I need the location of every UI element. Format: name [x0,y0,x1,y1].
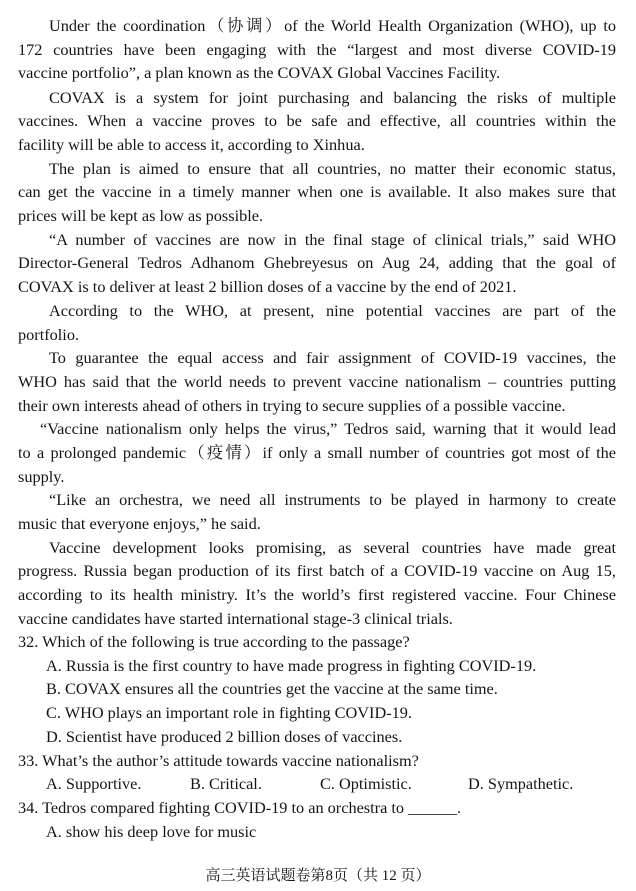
question-33-option-b: B. Critical. [190,774,262,793]
passage-line: “A number of vaccines are now in the final stage of clinical trials,” said WHO [49,230,616,249]
passage-line: their own interests ahead of others in trying to secure supplies of a possible vaccine. [18,396,566,415]
passage-line: “Vaccine nationalism only helps the virus,” Tedros said, warning that it would lead [40,419,616,438]
passage-line: to a prolonged pandemic（疫情）if only a small number of countries got most of the [18,443,616,462]
passage-line: according to its health ministry. It’s the world’s first registered vaccine. Four Chinese [18,585,616,604]
passage-line: can get the vaccine in a timely manner when one is available. It also makes sure that [18,182,616,201]
page-footer: 高三英语试题卷第8页（共 12 页） [205,868,431,884]
passage-line: vaccine candidates have started international stage-3 clinical trials. [18,609,453,628]
passage-line: vaccine portfolio”, a plan known as the COVAX Global Vaccines Facility. [18,63,501,82]
passage-line: portfolio. [18,325,80,344]
passage-line: vaccines. When a vaccine proves to be safe and effective, all countries within the [18,111,616,130]
passage-line: COVAX is to deliver at least 2 billion doses of a vaccine by the end of 2021. [18,277,517,296]
question-32-option-b: B. COVAX ensures all the countries get the vaccine at the same time. [46,679,498,698]
passage-line: facility will be able to access it, according to Xinhua. [18,135,365,154]
question-33-option-d: D. Sympathetic. [468,774,574,793]
question-33-option-c: C. Optimistic. [320,774,412,793]
question-32-stem: 32. Which of the following is true according to the passage? [18,632,410,651]
passage-line: Under the coordination（协调）of the World Health Organization (WHO), up to [49,16,616,35]
passage-line: The plan is aimed to ensure that all countries, no matter their economic status, [49,159,616,178]
question-33-options [46,774,616,794]
question-32-option-a: A. Russia is the first country to have made progress in fighting COVID-19. [46,656,537,675]
question-32-option-d: D. Scientist have produced 2 billion doses of vaccines. [46,727,403,746]
question-34-option-a: A. show his deep love for music [46,822,257,841]
question-34-stem: 34. Tedros compared fighting COVID-19 to an orchestra to ______. [18,798,462,817]
question-33-option-a: A. Supportive. [46,774,142,793]
passage-line: progress. Russia began production of its first batch of a COVID-19 vaccine on Aug 15, [18,561,616,580]
passage-line: supply. [18,467,65,486]
passage-line: To guarantee the equal access and fair assignment of COVID-19 vaccines, the [49,348,616,367]
passage-line: music that everyone enjoys,” he said. [18,514,261,533]
passage-line: COVAX is a system for joint purchasing and balancing the risks of multiple [49,88,616,107]
question-33-stem: 33. What’s the author’s attitude towards vaccine nationalism? [18,751,419,770]
passage-line: “Like an orchestra, we need all instruments to be played in harmony to create [49,490,616,509]
passage-line: Director-General Tedros Adhanom Ghebreyesus on Aug 24, adding that the goal of [18,253,616,272]
passage-line: 172 countries have been engaging with the “largest and most diverse COVID-19 [18,40,616,59]
passage-line: WHO has said that the world needs to prevent vaccine nationalism – countries putting [18,372,616,391]
passage-line: Vaccine development looks promising, as several countries have made great [49,538,616,557]
question-32-option-c: C. WHO plays an important role in fighting COVID-19. [46,703,412,722]
passage-line: According to the WHO, at present, nine potential vaccines are part of the [49,301,616,320]
passage-line: prices will be kept as low as possible. [18,206,264,225]
